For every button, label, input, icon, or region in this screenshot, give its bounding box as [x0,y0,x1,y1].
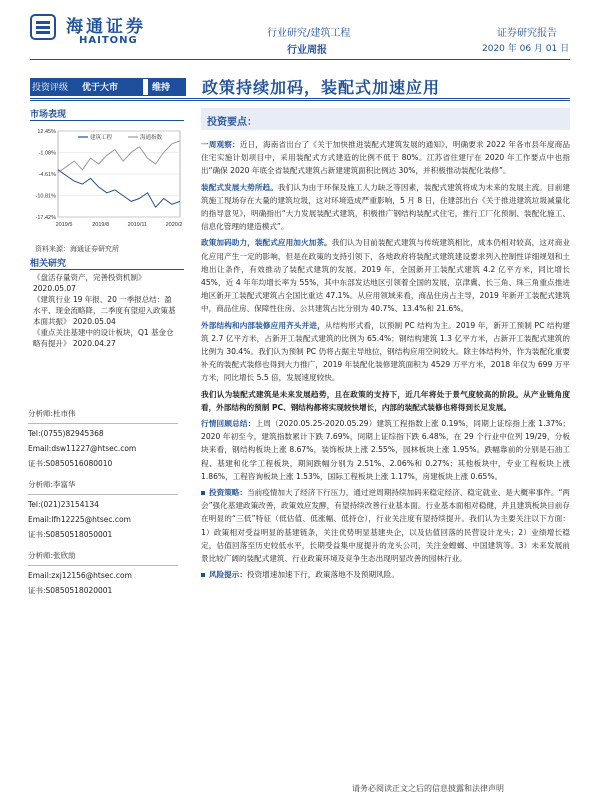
market-chart [30,125,184,237]
paragraph-text: 当前疫情加大了经济下行压力，通过逆周期持续加码来稳定经济、稳定就业、是大概率事件。“两会”强化基建政策改善，政策效应发酵，有望持续改善行业基本面。行业基本面相对稳健，并且建筑板块目前存在明显的“三低”特征（低估值、低涨幅、低持仓），行业关注度有望持续提升。我们认为主要关注以下方面：1）政策相对受益明显的基建链条，关注优势明显基建央企，以及估值回落的民营设计龙头；2）业绩增长稳定，估值回落至历史较低水平，长期受益集中度提升的龙头公司，关注金螳螂、中国建筑等。3）未来发展前景比较广阔的装配式建筑、行业政策环境及竞争生态出现明显改善的园林行业。 [201,488,571,564]
logo-text-en: HAITONG [79,35,138,46]
analyst-contacts [28,406,178,604]
report-body [201,138,570,585]
key-points-heading: 投资要点： [207,117,257,128]
paragraph-lead: 风险提示： [209,570,247,580]
paragraph-text: 我们认为目前装配式建筑与传统建筑相比，成本仍相对较高，这对商业化应用产生一定的影响，但是在政策的支持引领下，各地政府将装配式建筑建设要求列入控制性详细规划和土地出让条件，有效推动了装配式建筑的发展。2019 年，全国新开工装配式建筑 4.2 亿平方米，同比增长 45%，近 4 年年均增长率为 55%，其中东部发达地区引领着全国的发展，京津冀、长三角、珠三角重点推进地区新开工装配式建筑占全国比重达 47.1%。从应用领域来看，商品住房占主导，2019 年新开工装配式建筑中，商品住房、保障性住房、公共建筑占比分别为 40.7%、13.4%和 21.6%。 [201,238,571,314]
contact-divider [28,565,178,566]
report-type: 行业周报 [287,45,327,56]
analyst-card [28,548,178,598]
analyst-card [28,477,178,542]
related-item-title: 《重点关注基建中的设计板块，Q1 基金仓略有提升》 [33,328,174,348]
paragraph-lead: 装配式发展大势所趋。 [201,182,278,192]
paragraph-lead: 行情回顾总结： [201,419,256,429]
related-heading-line [30,269,184,270]
analyst-tel: Tel:(021)23154134 [28,500,99,509]
paragraph [201,417,570,483]
analyst-name: 分析师:李富华 [28,480,76,489]
related-item[interactable] [33,327,179,349]
related-heading: 相关研究 [30,259,67,269]
related-list [33,272,179,349]
chart-series-line [58,170,180,208]
market-chart-svg [30,125,184,237]
title-divider [30,98,570,99]
analyst-tel: Tel:(0755)82945368 [28,429,104,438]
contact-divider [28,494,178,495]
analyst-email[interactable]: Email:dsw11227@htsec.com [28,444,137,453]
analyst-card [28,406,178,471]
related-item-date: 2020.05.04 [72,317,116,326]
chart-legend-label: 建筑工程 [90,135,113,141]
market-heading: 市场表现 [30,110,67,120]
chart-xtick-label: 2019/5 [55,222,73,228]
paragraph-lead: 一周观察： [201,140,240,149]
title-divider-2 [30,100,570,101]
chart-ytick-label: 12.45% [37,129,56,135]
paragraph-text: 投资增速加速下行，政策落地不及预期风险。 [246,570,399,580]
analyst-cert: 证书:S0850518020001 [28,586,113,595]
haitong-logo-icon [30,14,56,40]
paragraph-conclusion: 我们认为装配式建筑是未来发展趋势，且在政策的支持下，近几年将处于景气度较高的阶段。从产业链角度看，外部结构的预制 PC、钢结构都将实现较快增长，内部的装配式装修也将得到长足发展。 [201,389,570,412]
chart-ytick-label: -4.61% [38,172,56,178]
related-item-date: 2020.04.27 [72,339,116,348]
chart-legend-label: 海通指数 [140,135,163,141]
chart-ytick-label: -1.08% [38,150,56,157]
paragraph-lead: 政策加码助力，装配式应用加火加茶。 [201,238,332,248]
paragraph-lead: 投资策略： [209,488,247,498]
paragraph [201,236,570,315]
paragraph [201,319,570,385]
related-item-title: 《盘活存量资产，完善投资机制》 [33,273,146,282]
report-title: 政策持续加码，装配式加速应用 [202,78,441,97]
chart-ytick-label: -10.81% [35,193,56,200]
paragraph-text: 近日，海南省出台了《关于加快推进装配式建筑发展的通知》，明确要求 2022 年各市县年度商品住宅实施计划项目中，采用装配式方式建造的比例不低于 80%。江苏省住建厅在 2020 年工作要点中也指出“确保 2020 年底全省装配式建筑占新建建筑面积比例达 30%，并积极推动装配化装修”。 [201,140,571,176]
header-divider [30,59,570,60]
paragraph [201,138,570,178]
report-date: 2020 年 06 月 01 日 [482,44,570,54]
analyst-email[interactable]: Email:zxj12156@htsec.com [28,571,132,580]
paragraph [201,181,570,234]
related-item[interactable] [33,272,179,294]
paragraph-text: 上周（2020.05.25-2020.05.29）建筑工程指数上涨 0.19%，同期上证综指上涨 1.37%；2020 年初至今，建筑指数累计下跌 7.69%，同期上证综指下跌 6.48%，在 29 个行业中位列 19/29，分板块来看，钢结构板块上涨 8.67%，装饰板块上涨 2.55%，园林板块上涨 1.95%。跌幅靠前的分别是石油工程、基建和化学工程板块，期间跌幅分别为 2.51%、2.06%和 0.27%；其他板块中，专业工程板块上涨 1.86%，工程咨询板块上涨 1.53%，国际工程板块上涨 1.17%，房建板块上涨 0.65%。 [201,419,570,481]
analyst-email[interactable]: Email:lfh12225@htsec.com [28,515,131,524]
rating-value: 优于大市 [82,83,119,93]
rating-label: 投资评级 [32,83,69,93]
paragraph-text: 我们认为由于环保及施工人力缺乏等因素，装配式建筑将成为未来的发展主流。目前建筑施工现场存在大量的建筑垃圾，这对环境造成严重影响，5 月 8 日，住建部出台《关于推进建筑垃圾减量化的指导意见》，明确指出“大力发展装配式建筑，积极推广钢结构装配式住宅，推行工厂化预制、装配化施工、信息化管理的建造模式”。 [201,182,571,232]
paragraph-text: 从结构形式看，以预制 PC 结构为主。2019 年，新开工预制 PC 结构建筑 2.7 亿平方米，占新开工装配式建筑的比例为 65.4%；钢结构建筑 1.3 亿平方米，占新开工装配式建筑的比例为 30.4%。我们认为预制 PC 仍将占据主导地位，钢结构应用空间较大。除主体结构外，作为装配化重要补充的装配式装修也得到大力推广，2019 年装配化装修建筑面积为 4529 万平方米，2018 年仅为 699 万平方米，同比增长 5.5 倍，发展速度较快。 [201,320,570,383]
analyst-cert: 证书:S0850516080010 [28,459,113,468]
chart-series-line [58,141,180,173]
chart-xtick-label: 2019/11 [127,222,148,228]
logo-text-cn: 海通证券 [66,17,146,37]
market-heading-line [30,120,184,121]
bullet-icon [201,491,205,495]
report-kind: 证券研究报告 [497,28,557,39]
analyst-cert: 证书:S0850518050001 [28,530,113,539]
contact-divider [28,423,178,424]
related-item-title: 《建筑行业 19 年报、20 一季报总结：盈水平、现金流略降，二季度有望迎入政策基本面共振》 [33,295,176,326]
rating-change: 维持 [152,83,171,93]
analyst-name: 分析师:张欣劼 [28,551,76,560]
footer-disclaimer: 请务必阅读正文之后的信息披露和法律声明 [352,784,504,793]
analyst-name: 分析师:杜市伟 [28,409,76,418]
related-item[interactable] [33,294,179,327]
rating-separator [143,79,148,95]
paragraph [201,486,570,565]
paragraph-lead: 外部结构和内部装修应用齐头并进， [201,320,325,330]
paragraph [201,568,570,581]
chart-source: 资料来源：海通证券研究所 [35,245,119,253]
chart-ytick-label: -17.42% [35,215,56,221]
bullet-icon [201,573,205,577]
report-category: 行业研究/建筑工程 [267,28,351,39]
chart-xtick-label: 2019/8 [92,222,110,228]
related-item-date: 2020.05.07 [33,284,76,293]
chart-xtick-label: 2020/2 [165,222,183,228]
